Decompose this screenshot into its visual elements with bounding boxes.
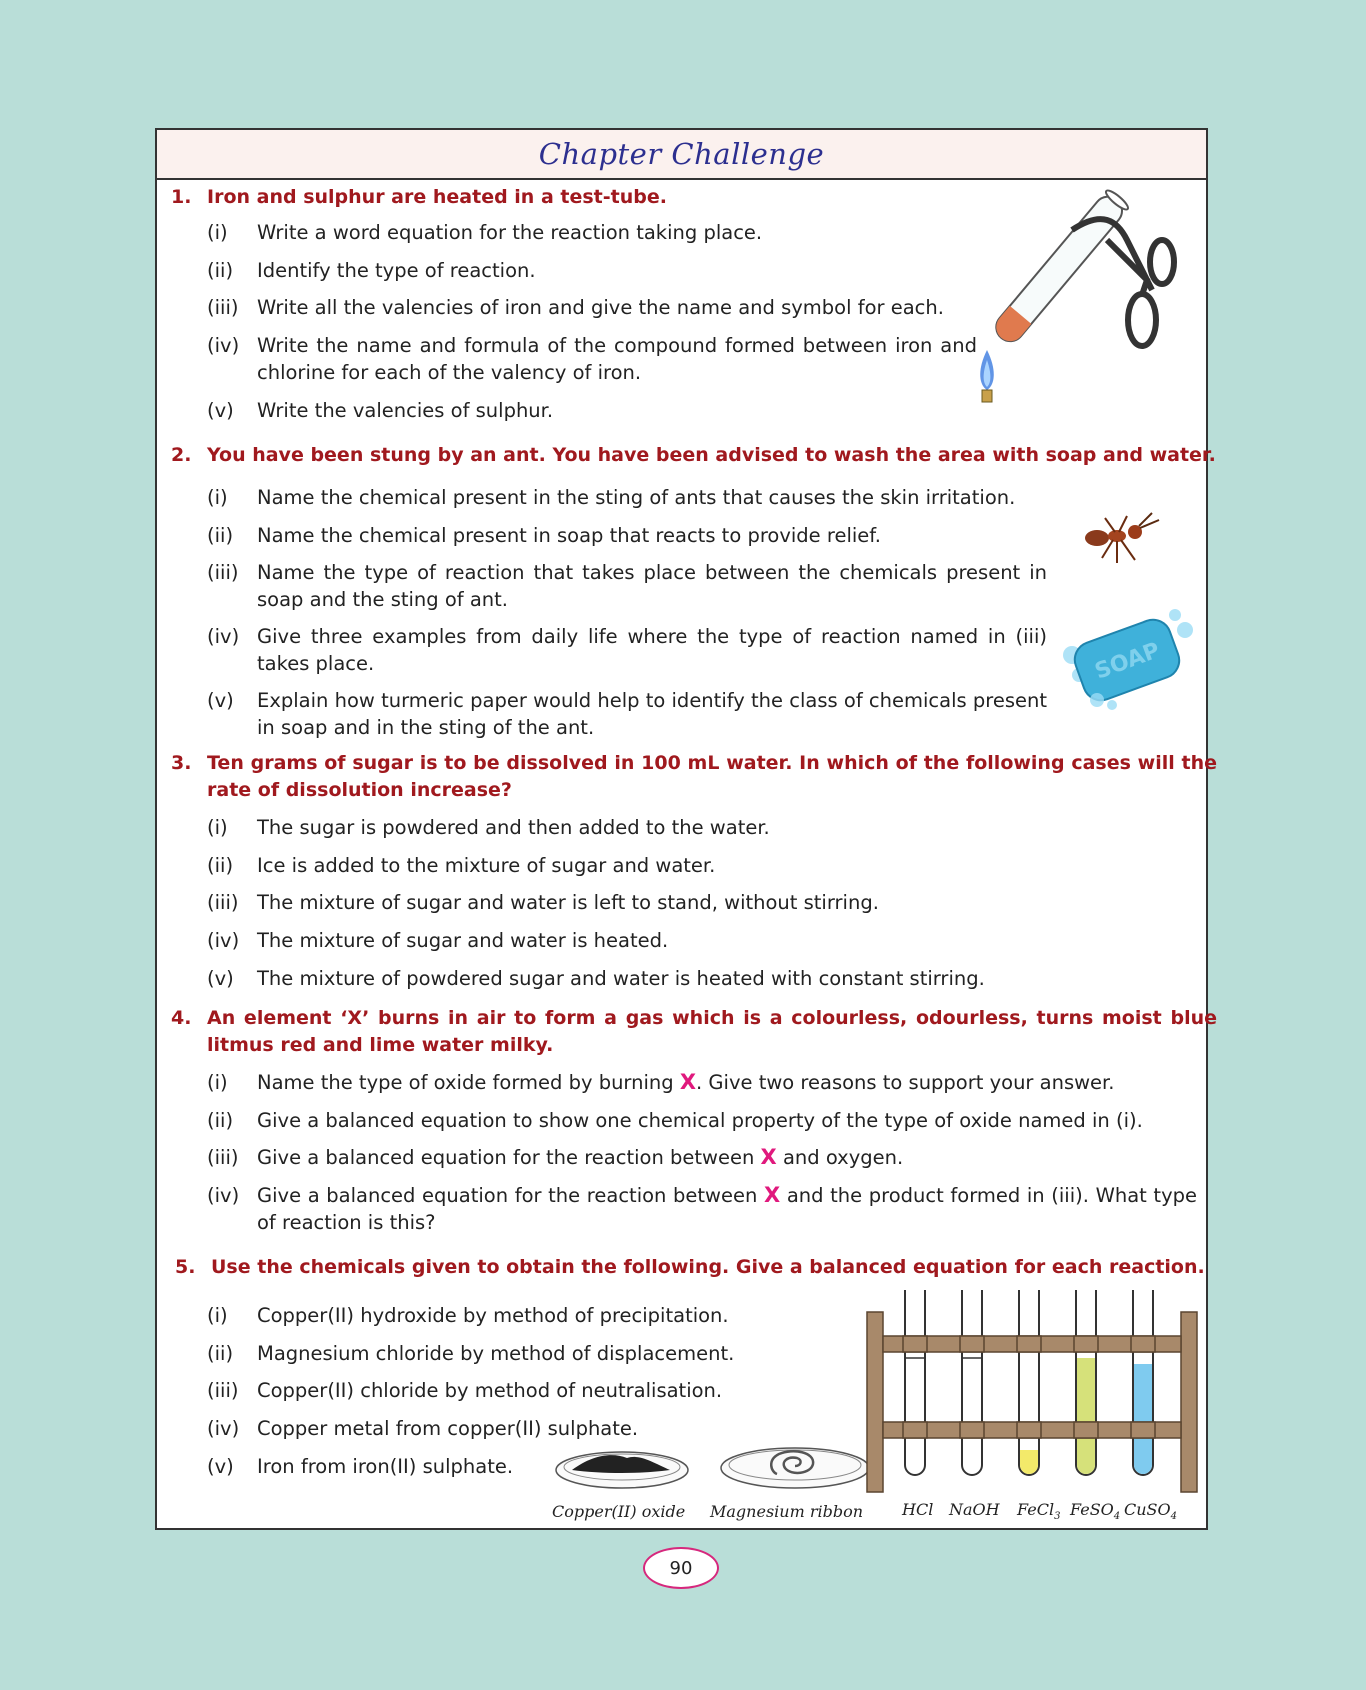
part-text <box>257 1069 1197 1096</box>
part-label: (iii) <box>207 1146 239 1169</box>
part-text-start: Give a balanced equation for the reaction between <box>257 1184 764 1207</box>
part-text: Identify the type of reaction. <box>257 259 536 282</box>
part-text <box>257 1182 1197 1236</box>
part-label: (iii) <box>207 1379 239 1402</box>
tube-fecl3 <box>1019 1290 1039 1475</box>
part-text: Iron from iron(II) sulphate. <box>257 1455 514 1478</box>
ant-icon <box>1077 508 1167 568</box>
part-label: (v) <box>207 399 234 422</box>
element-x: X <box>679 1070 697 1094</box>
question-text: Ten grams of sugar is to be dissolved in 100 mL water. In which of the following cases will the rate of dissolution increase? <box>207 752 1217 801</box>
part-text-start: Give a balanced equation for the reaction between <box>257 1146 761 1169</box>
soap-illustration <box>1057 600 1197 720</box>
part-label: (iv) <box>207 625 240 648</box>
part-label: (iv) <box>207 1184 240 1207</box>
part-text: Name the chemical present in the sting of ants that causes the skin irritation. <box>257 486 1016 509</box>
question-text: You have been stung by an ant. You have been advised to wash the area with soap and water. <box>207 444 1216 466</box>
part-text: The sugar is powdered and then added to the water. <box>257 816 770 839</box>
part-text: Copper(II) chloride by method of neutralisation. <box>257 1379 723 1402</box>
part-label: (i) <box>207 1071 228 1094</box>
part-label: (i) <box>207 816 228 839</box>
label-cuso4 <box>1124 1500 1177 1522</box>
part-text-end: . Give two reasons to support your answer. <box>696 1071 1115 1094</box>
part-label: (iv) <box>207 334 240 357</box>
part-text <box>257 1144 1197 1171</box>
label-magnesium-ribbon: Magnesium ribbon <box>710 1502 864 1521</box>
part-text: Magnesium chloride by method of displacement. <box>257 1342 735 1365</box>
part-text: Write a word equation for the reaction taking place. <box>257 221 763 244</box>
part-label: (iii) <box>207 296 239 319</box>
label-fecl3 <box>1017 1500 1060 1522</box>
label-naoh: NaOH <box>949 1500 1000 1519</box>
page-number: 90 <box>643 1547 719 1589</box>
magnesium-ribbon-dish-illustration <box>715 1438 875 1492</box>
label-fecl3-text: FeCl <box>1017 1500 1055 1519</box>
part-text: Write the name and formula of the compound formed between iron and chlorine for each of the valency of iron. <box>257 334 977 384</box>
part-label: (iv) <box>207 929 240 952</box>
part-label: (v) <box>207 1455 234 1478</box>
part-text: Write the valencies of sulphur. <box>257 399 554 422</box>
part-text: Give three examples from daily life where the type of reaction named in (iii) takes place. <box>257 625 1047 675</box>
part-label: (i) <box>207 221 228 244</box>
label-hcl: HCl <box>902 1500 934 1519</box>
label-feso4-text: FeSO <box>1070 1500 1114 1519</box>
part-text: Name the type of reaction that takes place between the chemicals present in soap and the sting of ant. <box>257 561 1047 611</box>
part-text: Copper metal from copper(II) sulphate. <box>257 1417 639 1440</box>
test-tube-rack-illustration <box>867 1290 1197 1510</box>
copper-oxide-dish-illustration <box>552 1440 692 1490</box>
page-title: Chapter Challenge <box>538 137 825 171</box>
tube-hcl <box>905 1290 925 1475</box>
label-feso4-sub: 4 <box>1113 1511 1121 1523</box>
part-label: (ii) <box>207 524 234 547</box>
soap-text: SOAP <box>1091 638 1164 685</box>
question-number: 5. <box>175 1256 196 1278</box>
question-text: Use the chemicals given to obtain the following. Give a balanced equation for each reaction. <box>211 1256 1205 1278</box>
part-label: (v) <box>207 967 234 990</box>
part-text-end: and the product formed in (iii). What type of reaction is this? <box>257 1184 1197 1234</box>
part-label: (ii) <box>207 1109 234 1132</box>
part-label: (v) <box>207 689 234 712</box>
part-label: (ii) <box>207 1342 234 1365</box>
part-text: Write all the valencies of iron and give the name and symbol for each. <box>257 296 944 319</box>
label-feso4 <box>1070 1500 1120 1522</box>
part-text: Ice is added to the mixture of sugar and water. <box>257 854 716 877</box>
question-text: Iron and sulphur are heated in a test-tube. <box>207 186 667 208</box>
tube-cuso4 <box>1133 1290 1153 1475</box>
part-label: (iv) <box>207 1417 240 1440</box>
label-cuso4-sub: 4 <box>1170 1511 1177 1523</box>
question-number: 1. <box>171 186 192 208</box>
part-text: The mixture of sugar and water is left to stand, without stirring. <box>257 891 879 914</box>
part-text-end: and oxygen. <box>776 1146 904 1169</box>
label-fecl3-sub: 3 <box>1054 1511 1061 1523</box>
label-copper-oxide: Copper(II) oxide <box>552 1502 686 1521</box>
part-text: Explain how turmeric paper would help to identify the class of chemicals present in soap and in the sting of the ant. <box>257 689 1047 739</box>
title-bar <box>157 130 1206 180</box>
part-label: (i) <box>207 1304 228 1327</box>
part-text: The mixture of powdered sugar and water is heated with constant stirring. <box>257 967 985 990</box>
part-text: Copper(II) hydroxide by method of precipitation. <box>257 1304 729 1327</box>
part-label: (iii) <box>207 891 239 914</box>
test-tube-heating-illustration <box>967 180 1187 400</box>
question-number: 2. <box>171 444 192 466</box>
element-x: X <box>763 1183 781 1207</box>
part-text: Name the chemical present in soap that reacts to provide relief. <box>257 524 881 547</box>
part-text: The mixture of sugar and water is heated. <box>257 929 669 952</box>
tube-naoh <box>962 1290 982 1475</box>
question-number: 4. <box>171 1007 192 1029</box>
chapter-challenge-panel <box>155 128 1217 1530</box>
question-number: 3. <box>171 752 192 774</box>
question-text: An element ‘X’ burns in air to form a gas which is a colourless, odourless, turns moist blue litmus red and lime water milky. <box>207 1007 1217 1056</box>
part-label: (ii) <box>207 854 234 877</box>
part-text-start: Name the type of oxide formed by burning <box>257 1071 680 1094</box>
label-cuso4-text: CuSO <box>1124 1500 1171 1519</box>
part-label: (iii) <box>207 561 239 584</box>
tube-feso4 <box>1076 1290 1096 1475</box>
part-label: (ii) <box>207 259 234 282</box>
part-label: (i) <box>207 486 228 509</box>
element-x: X <box>760 1145 777 1169</box>
part-text: Give a balanced equation to show one chemical property of the type of oxide named in (i). <box>257 1109 1143 1132</box>
